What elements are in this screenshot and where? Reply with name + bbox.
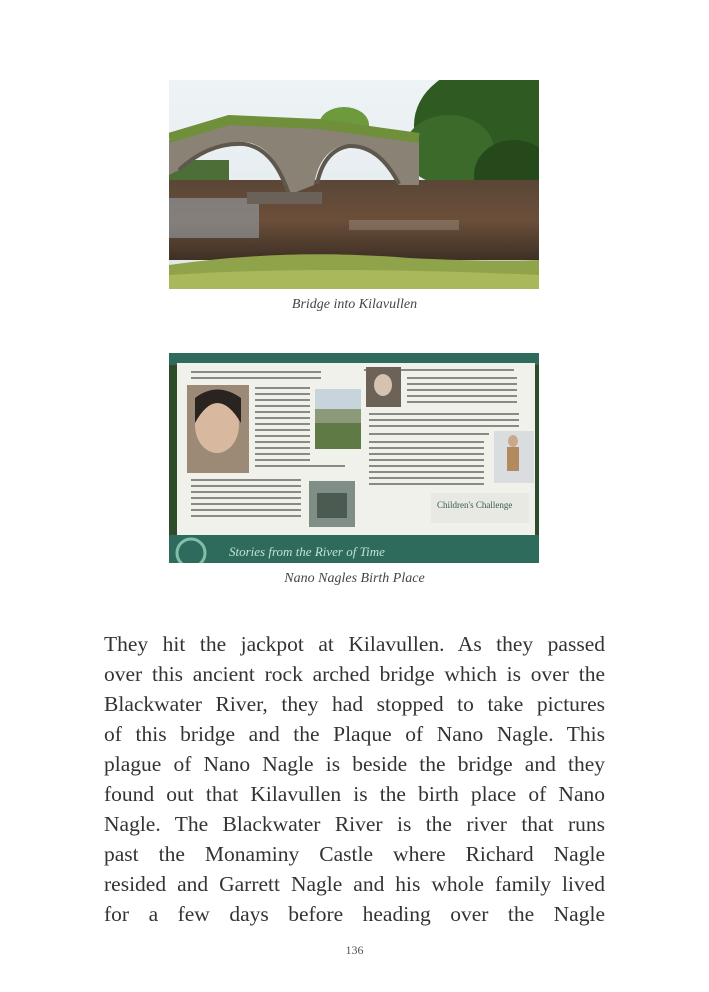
sign-banner-text: Stories from the River of Time: [229, 544, 385, 559]
paragraph-line: over this ancient rock arched bridge which is over the: [104, 662, 605, 686]
sign-photo: [169, 353, 539, 563]
figure-caption: Nano Nagles Birth Place: [284, 571, 425, 586]
paragraph-line: Nagle. The Blackwater River is the river that runs: [104, 812, 605, 836]
paragraph-line: past the Monaminy Castle where Richard Nagle: [104, 842, 605, 866]
sign-illustration: [169, 353, 539, 563]
paragraph-line: found out that Kilavullen is the birth place of Nano: [104, 782, 605, 806]
paragraph-line: of this bridge and the Plaque of Nano Nagle. This: [104, 722, 605, 746]
figure-caption: Bridge into Kilavullen: [291, 297, 418, 312]
bridge-illustration: [169, 80, 539, 289]
paragraph-line: They hit the jackpot at Kilavullen. As they passed: [104, 632, 605, 656]
paragraph-line: plague of Nano Nagle is beside the bridge and they: [104, 752, 605, 776]
paragraph-line: resided and Garrett Nagle and his whole family lived: [104, 872, 605, 896]
paragraph-line: Blackwater River, they had stopped to take pictures: [104, 692, 605, 716]
page-number: 136: [345, 943, 364, 957]
paragraph-line: for a few days before heading over the Nagle: [104, 902, 605, 926]
bridge-photo: [169, 80, 539, 289]
sign-section-title: Children's Challenge: [437, 500, 513, 510]
